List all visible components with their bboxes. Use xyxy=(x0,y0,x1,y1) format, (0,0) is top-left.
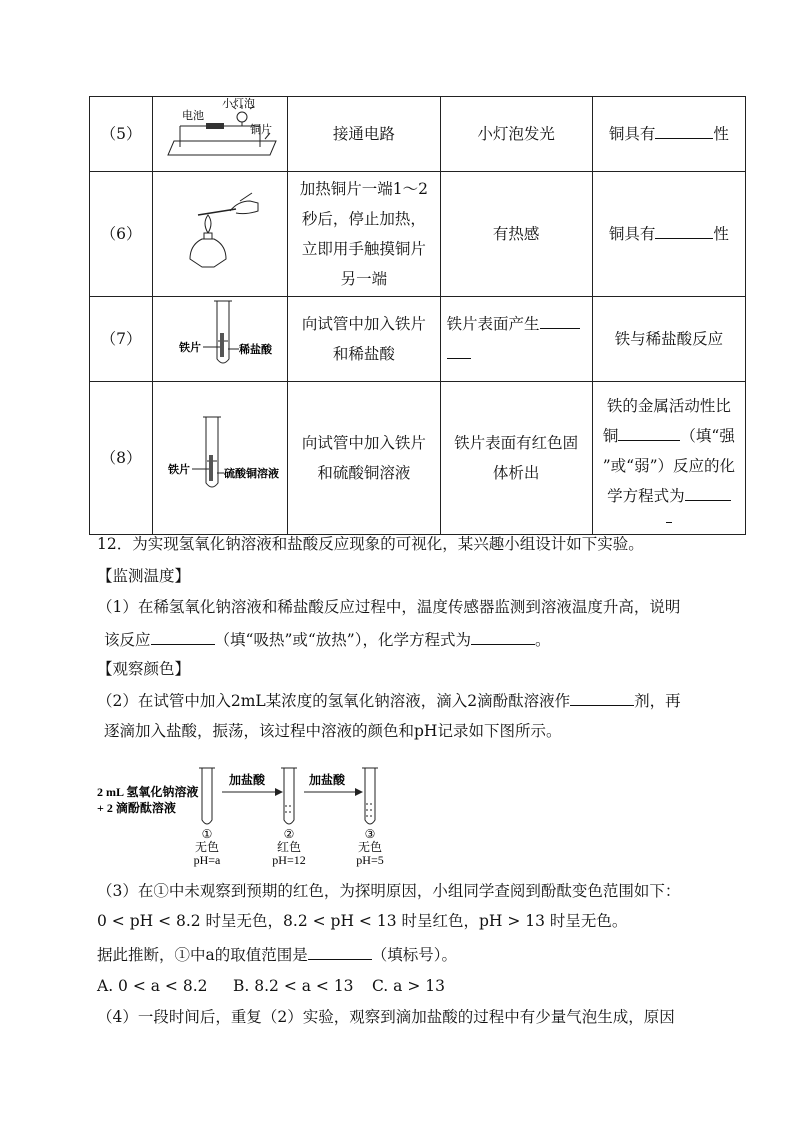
phenomenon-cell xyxy=(440,297,592,382)
text: （2）在试管中加入2mL某浓度的氢氧化钠溶液，滴入2滴酚酞溶液作 xyxy=(97,692,571,710)
row-number: （7） xyxy=(90,297,153,382)
tube-2-ph: pH=12 xyxy=(272,853,306,867)
option-b[interactable]: B. 8.2 < a < 13 xyxy=(233,977,354,995)
part-2-line-1 xyxy=(97,689,681,712)
answer-blank[interactable] xyxy=(308,943,372,960)
operation-cell: 接通电路 xyxy=(288,97,440,172)
heating-diagram xyxy=(180,189,260,269)
circuit-diagram xyxy=(160,97,280,161)
part-1-line-1: （1）在稀氢氧化钠溶液和稀盐酸反应过程中，温度传感器监测到溶液温度升高，说明 xyxy=(97,598,681,616)
conclusion-suffix: 性 xyxy=(713,225,729,243)
part-3-line-2: 0 < pH < 8.2 时呈无色，8.2 < pH < 13 时呈红色，pH > 13 时呈无色。 xyxy=(97,912,628,930)
text: （填“吸热”或“放热”），化学方程式为 xyxy=(214,631,471,649)
option-a[interactable]: A. 0 < a < 8.2 xyxy=(97,977,208,995)
operation-line: 和稀盐酸 xyxy=(332,345,395,363)
phenomenon-cell xyxy=(440,382,592,535)
operation-line: 另一端 xyxy=(340,270,388,288)
test-tube-diagram-cell xyxy=(153,297,288,382)
operation-line: 和硫酸铜溶液 xyxy=(317,464,411,482)
conclusion-cell: 铁与稀盐酸反应 xyxy=(592,297,745,382)
operation-line: 加热铜片一端1～2 xyxy=(299,180,429,198)
copper-label: 铜片 xyxy=(250,123,273,136)
part-3-line-3 xyxy=(97,943,457,966)
table-row xyxy=(90,382,746,535)
answer-blank[interactable] xyxy=(471,628,535,645)
heating-diagram-cell xyxy=(153,172,288,297)
tube-2-color: 红色 xyxy=(276,840,302,854)
phenomenon-cell: 有热感 xyxy=(440,172,592,297)
arrow-2-label: 加盐酸 xyxy=(309,773,346,787)
operation-line: 立即用手触摸铜片 xyxy=(301,240,426,258)
answer-blank-continued[interactable] xyxy=(447,340,471,359)
operation-cell xyxy=(288,382,440,535)
answer-blank[interactable] xyxy=(618,422,680,441)
answer-blank-continued[interactable] xyxy=(666,514,672,523)
table-row xyxy=(90,297,746,382)
tube-1-color: 无色 xyxy=(194,840,220,854)
text: 。 xyxy=(534,631,551,649)
operation-line: 秒后，停止加热， xyxy=(301,210,426,228)
bulb-label: 小灯泡 xyxy=(222,97,256,110)
tube-1-ph: pH=a xyxy=(193,853,221,867)
conclusion-cell xyxy=(592,97,745,172)
table-row xyxy=(90,172,746,297)
answer-blank[interactable] xyxy=(655,120,713,139)
test-tube-hcl-diagram xyxy=(165,297,275,371)
hcl-label: 稀盐酸 xyxy=(239,343,273,356)
test-tube-cuso4-diagram xyxy=(158,411,282,495)
ph-color-figure xyxy=(97,760,497,870)
conclusion-line: 铜 xyxy=(602,427,619,445)
phenomenon-line: 体析出 xyxy=(492,464,540,482)
section-heading-color: 【观察颜色】 xyxy=(97,660,191,678)
table-row xyxy=(90,97,746,172)
text: 该反应 xyxy=(104,631,151,649)
iron-label: 铁片 xyxy=(168,463,191,476)
text: 据此推断，①中a的取值范围是 xyxy=(97,946,308,964)
tube-2-mark: ② xyxy=(283,827,295,841)
arrow-1-label: 加盐酸 xyxy=(229,773,266,787)
conclusion-line: 学方程式为 xyxy=(607,487,685,505)
phenomenon-prefix: 铁片表面产生 xyxy=(446,315,540,333)
answer-blank[interactable] xyxy=(685,482,731,501)
conclusion-cell xyxy=(592,172,745,297)
conclusion-suffix: 性 xyxy=(713,125,729,143)
battery-label: 电池 xyxy=(182,109,205,122)
figure-left-label-2: + 2 滴酚酞溶液 xyxy=(97,801,176,815)
option-c[interactable]: C. a > 13 xyxy=(372,977,445,995)
operation-line: 向试管中加入铁片 xyxy=(301,434,426,452)
answer-blank[interactable] xyxy=(570,689,634,706)
text: 剂，再 xyxy=(634,692,681,710)
part-4-line-1: （4）一段时间后，重复（2）实验，观察到滴加盐酸的过程中有少量气泡生成，原因 xyxy=(97,1008,675,1026)
test-tube-diagram-cell xyxy=(153,382,288,535)
operation-cell xyxy=(288,297,440,382)
tube-1-mark: ① xyxy=(201,827,213,841)
row-number: （6） xyxy=(90,172,153,297)
experiment-table xyxy=(89,96,746,535)
answer-blank[interactable] xyxy=(151,628,215,645)
tube-3-color: 无色 xyxy=(357,840,383,854)
operation-cell xyxy=(288,172,440,297)
part-1-line-2 xyxy=(104,628,550,651)
answer-blank[interactable] xyxy=(540,310,580,329)
phenomenon-cell: 小灯泡发光 xyxy=(440,97,592,172)
answer-blank[interactable] xyxy=(655,220,713,239)
section-heading-temperature: 【监测温度】 xyxy=(97,567,191,585)
part-2-line-2: 逐滴加入盐酸，振荡，该过程中溶液的颜色和pH记录如下图所示。 xyxy=(104,722,562,740)
tube-3-ph: pH=5 xyxy=(356,853,384,867)
tube-3-mark: ③ xyxy=(364,827,376,841)
conclusion-prefix: 铜具有 xyxy=(608,225,656,243)
conclusion-line: ”或“弱”）反应的化 xyxy=(602,457,735,475)
row-number: （5） xyxy=(90,97,153,172)
question-12-title: 12．为实现氢氧化钠溶液和盐酸反应现象的可视化，某兴趣小组设计如下实验。 xyxy=(97,535,644,553)
conclusion-line: （填“强 xyxy=(680,427,735,445)
operation-line: 向试管中加入铁片 xyxy=(301,315,426,333)
figure-left-label-1: 2 mL 氢氧化钠溶液 xyxy=(97,785,199,799)
conclusion-line: 铁的金属活动性比 xyxy=(606,397,731,415)
conclusion-prefix: 铜具有 xyxy=(608,125,656,143)
conclusion-cell xyxy=(592,382,745,535)
row-number: （8） xyxy=(90,382,153,535)
iron-label: 铁片 xyxy=(179,341,202,354)
cuso4-label: 硫酸铜溶液 xyxy=(224,467,280,480)
phenomenon-line: 铁片表面有红色固 xyxy=(454,434,579,452)
circuit-diagram-cell xyxy=(153,97,288,172)
part-3-line-1: （3）在①中未观察到预期的红色，为探明原因，小组同学查阅到酚酞变色范围如下： xyxy=(97,882,681,900)
text: （填标号）。 xyxy=(371,946,458,964)
